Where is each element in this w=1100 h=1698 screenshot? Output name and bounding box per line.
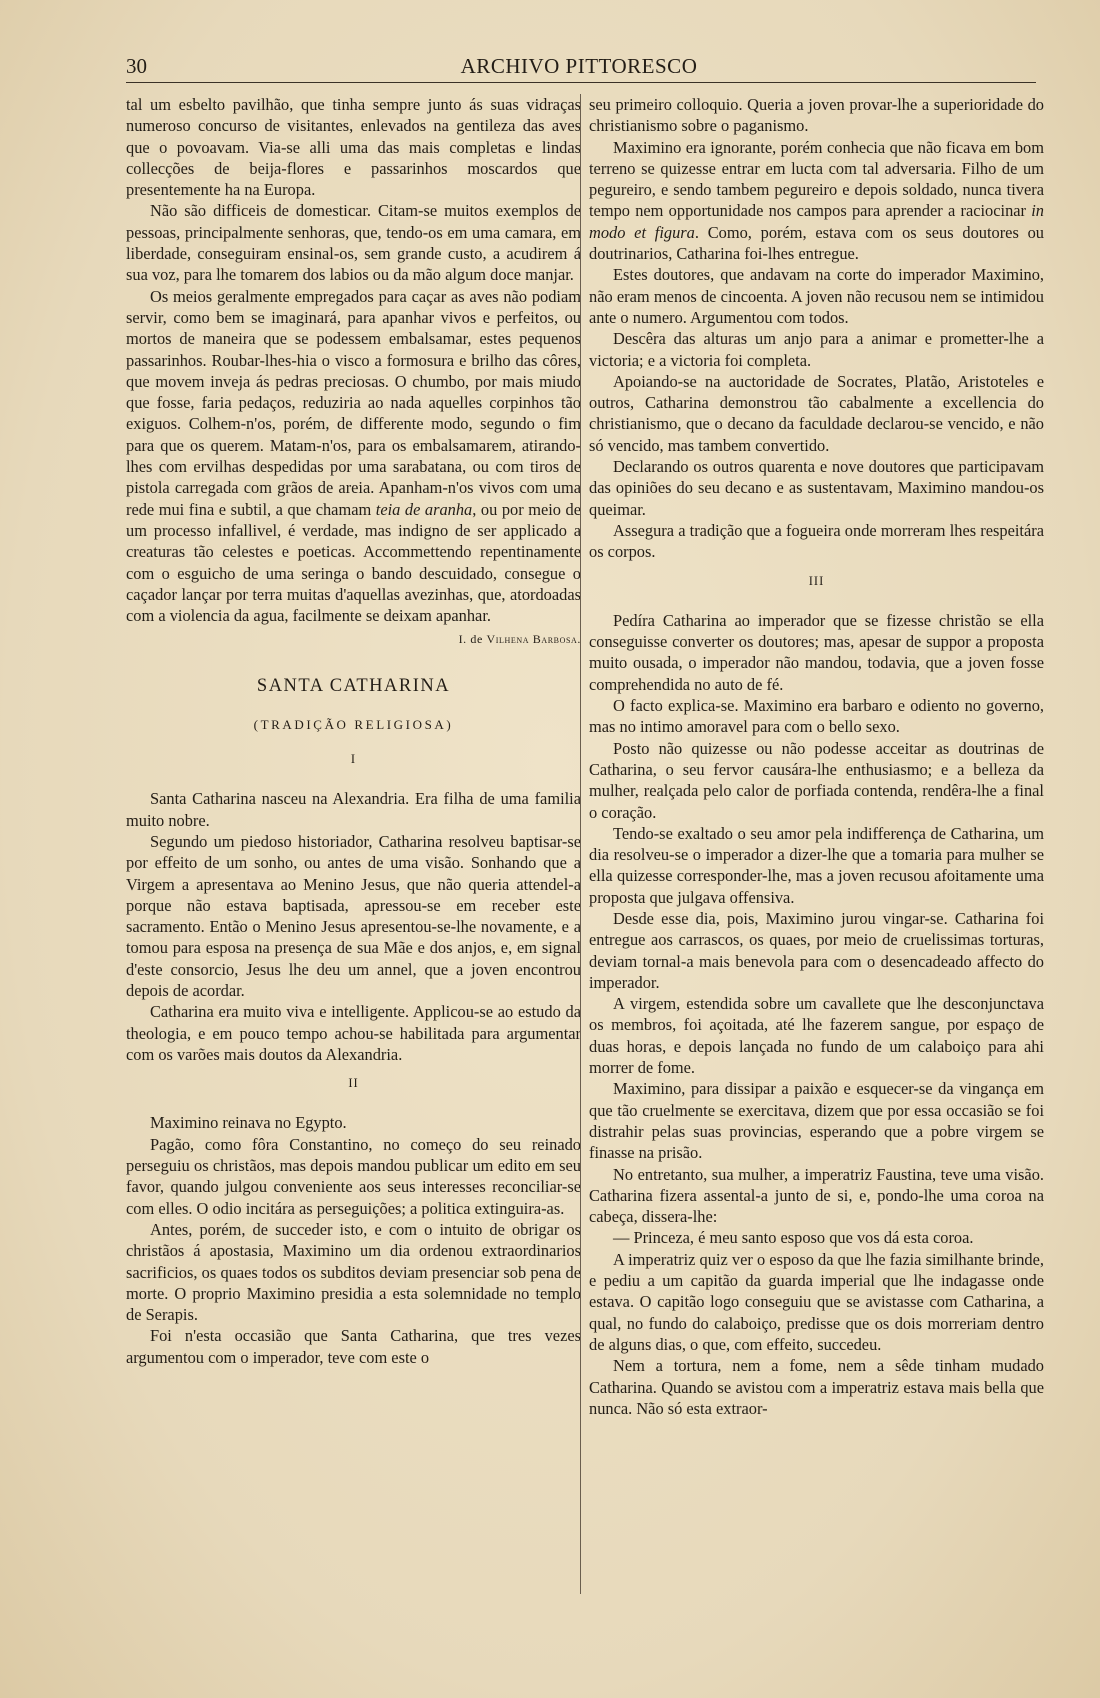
signature-name: Vilhena Barbosa.	[486, 632, 581, 647]
paragraph-text: , ou por meio de um processo infallivel, é verdade, mas indigno de ser applicado a creaturas tão celestes e poeticas. Accommettendo repentinamente com o esguicho de uma seringa o bando descuidado, consegue o caçador lançar por terra muitas d'aquellas avezinhas, que, atordoadas com a violencia da agua, facilmente se deixam apanhar.	[126, 499, 581, 626]
paragraph: Posto não quizesse ou não podesse acceitar as doutrinas de Catharina, o seu fervor causára-lhe enthusiasmo; e a belleza da mulher, realçada pelo calor de porfiada contenda, rendêra-lhe a final o coração.	[589, 738, 1044, 822]
paragraph: Catharina era muito viva e intelligente. Applicou-se ao estudo da theologia, e em pouco tempo achou-se habilitada para argumentar com os varões mais doutos da Alexandria.	[126, 1002, 581, 1064]
article-subtitle: (TRADIÇÃO RELIGIOSA)	[253, 716, 454, 732]
paragraph	[589, 137, 1044, 265]
section-number: III	[808, 573, 825, 588]
paragraph: Maximino reinava no Egypto.	[150, 1113, 347, 1133]
page-number: 30	[126, 54, 147, 78]
section-number: I	[350, 752, 357, 767]
journal-title: ARCHIVO PITTORESCO	[460, 54, 698, 78]
column-divider	[580, 94, 581, 1594]
dialogue-line: — Princeza, é meu santo esposo que vos dá esta coroa.	[613, 1228, 974, 1248]
paragraph: Desde esse dia, pois, Maximino jurou vingar-se. Catharina foi entregue aos carrascos, os quaes, por meio de cruelissimas torturas, deviam tornal-a mais benevola para com o desencadeado affecto do imperador.	[589, 908, 1044, 992]
right-column	[589, 94, 1044, 1419]
section-number: II	[348, 1076, 359, 1091]
paragraph-text: Os meios geralmente empregados para caçar as aves não podiam servir, como bem se imaginará, para apanhar vivos e perfeitos, ou mortos de maneira que se podessem embalsamar, estes pequenos passarinhos. Roubar-lhes-hia o visco a formosura e brilho das côres, que movem inveja ás pedras preciosas. O chumbo, por mais miudo que fosse, faria pedaços, reduziria ao nada aquelles corpinhos tão exiguos. Colhem-n'os, porém, de differente modo, segundo o fim para que os querem. Matam-n'os, para os embalsamarem, atirando-lhes com ervilhas despedidas por uma sarabatana, ou com tiros de pistola carregada com grãos de areia. Apanham-n'os vivos com uma rede mui fina e subtil, a que chamam	[126, 286, 581, 519]
italic-term: teia de aranha	[375, 499, 473, 519]
paragraph	[126, 286, 581, 647]
paragraph: Não são difficeis de domesticar. Citam-se muitos exemplos de pessoas, principalmente senhoras, que, tendo-os em uma camara, em liberdade, conseguiram ensinal-os, sem grande custo, a acudirem á sua voz, para lhe tomarem dos labios ou da mão algum doce manjar.	[126, 201, 581, 285]
paragraph: Antes, porém, de succeder isto, e com o intuito de obrigar os christãos á apostasia, Maximino um dia ordenou extraordinarios sacrificios, os quaes todos os subditos deviam presenciar sob pena de morte. O proprio Maximino presidia a esta solemnidade no templo de Serapis.	[126, 1219, 581, 1325]
paragraph: Maximino, para dissipar a paixão e esquecer-se da vingança em que tão cruelmente se exercitava, dizem que por essa occasião se foi distrahir pelas suas provincias, esperando que a pobre virgem se finasse na prisão.	[589, 1079, 1044, 1163]
paragraph: Segundo um piedoso historiador, Catharina resolveu baptisar-se por effeito de um sonho, ou antes de uma visão. Sonhando que a Virgem a apresentava ao Menino Jesus, que não queria attendel-a porque não estava baptisada, apressou-se em receber este sacramento. Então o Menino Jesus apresentou-se-lhe novamente, e a tomou para esposa na presença de sua Mãe e dos anjos, e, em signal d'este consorcio, Jesus lhe deu um annel, que a joven encontrou depois de acordar.	[126, 831, 581, 1000]
paragraph: No entretanto, sua mulher, a imperatriz Faustina, teve uma visão. Catharina fizera assental-a junto de si, e, pondo-lhe uma coroa na cabeça, dissera-lhe:	[589, 1164, 1044, 1227]
paragraph: Santa Catharina nasceu na Alexandria. Era filha de uma familia muito nobre.	[126, 789, 581, 830]
paragraph: Pedíra Catharina ao imperador que se fizesse christão se ella conseguisse converter os doutores; mas, apesar de suppor a proposta muito ousada, o imperador não mandou, todavia, que a joven fosse comprehendida no auto de fé.	[589, 610, 1044, 694]
paragraph: Estes doutores, que andavam na corte do imperador Maximino, não eram menos de cincoenta. A joven não recusou nem se intimidou ante o numero. Argumentou com todos.	[589, 265, 1044, 327]
paragraph-text: . Como, porém, estava com os seus doutores ou doutrinarios, Catharina foi-lhes entregue.	[589, 222, 1044, 264]
paragraph: Descêra das alturas um anjo para a animar e prometter-lhe a victoria; e a victoria foi completa.	[589, 329, 1044, 370]
paragraph: Declarando os outros quarenta e nove doutores que participavam das opiniões do seu decano e as sustentavam, Maximino mandou-os queimar.	[589, 457, 1044, 519]
paragraph: O facto explica-se. Maximino era barbaro e odiento no governo, mas no intimo amoravel para com o bello sexo.	[589, 696, 1044, 737]
paragraph: seu primeiro colloquio. Queria a joven provar-lhe a superioridade do christianismo sobre o paganismo.	[589, 95, 1044, 136]
paragraph: Pagão, como fôra Constantino, no começo do seu reinado perseguiu os christãos, mas depois mandou publicar um edito em seu favor, quando julgou conveniente aos seus interesses reconciliar-se com elles. O odio incitára as perseguições; a politica extinguira-as.	[126, 1134, 581, 1218]
paragraph: tal um esbelto pavilhão, que tinha sempre junto ás suas vidraças numeroso concurso de visitantes, enlevados na gentileza das aves que o povoavam. Via-se alli uma das mais completas e lindas collecções de beija-flores e passarinhos moscardos que presentemente ha na Europa.	[126, 95, 581, 200]
paragraph: Assegura a tradição que a fogueira onde morreram lhes respeitára os corpos.	[589, 520, 1044, 562]
paragraph: Tendo-se exaltado o seu amor pela indifferença de Catharina, um dia resolveu-se o imperador a dizer-lhe que a tomaria para mulher se ella quizesse corresponder-lhe, mas a joven recusou afoitamente uma proposta que julgava offensiva.	[589, 823, 1044, 907]
paragraph: Foi n'esta occasião que Santa Catharina, que tres vezes argumentou com o imperador, teve com este o	[126, 1326, 581, 1367]
paragraph-text: Maximino era ignorante, porém conhecia que não ficava em bom terreno se quizesse entrar em lucta com tal adversaria. Filho de um pegureiro, e sendo tambem pegureiro e depois soldado, nunca tivera tempo nem opportunidade nos campos para aprender a raciocinar	[589, 137, 1044, 221]
header-rule	[126, 82, 1036, 83]
signature-prefix: I. de	[458, 632, 483, 647]
paragraph: A virgem, estendida sobre um cavallete que lhe desconjunctava os membros, foi açoitada, até lhe fazerem sangue, por espaço de duas horas, e depois lançada no fundo de um calaboiço para ahi morrer de fome.	[589, 994, 1044, 1078]
author-signature	[435, 629, 581, 650]
left-column	[126, 94, 581, 1368]
paragraph: Nem a tortura, nem a fome, nem a sêde tinham mudado Catharina. Quando se avistou com a imperatriz estava mais bella que nunca. Não só esta extraor-	[589, 1356, 1044, 1418]
article-title: SANTA CATHARINA	[256, 676, 451, 697]
page-header	[126, 52, 1032, 82]
paragraph: A imperatriz quiz ver o esposo da que lhe fazia similhante brinde, e pediu a um capitão da guarda imperial que lhe indagasse onde estava. O capitão logo conseguiu que se avistasse com Catharina, a qual, no fundo do calaboiço, predisse que os dois morreriam dentro de alguns dias, o que, com effeito, succedeu.	[589, 1249, 1044, 1354]
paragraph: Apoiando-se na auctoridade de Socrates, Platão, Aristoteles e outros, Catharina demonstrou tão cabalmente a excellencia do christianismo, que o decano da faculdade declarou-se vencido, e não só vencido, mas tambem convertido.	[589, 371, 1044, 455]
italic-term: in modo et figura	[589, 201, 1044, 242]
